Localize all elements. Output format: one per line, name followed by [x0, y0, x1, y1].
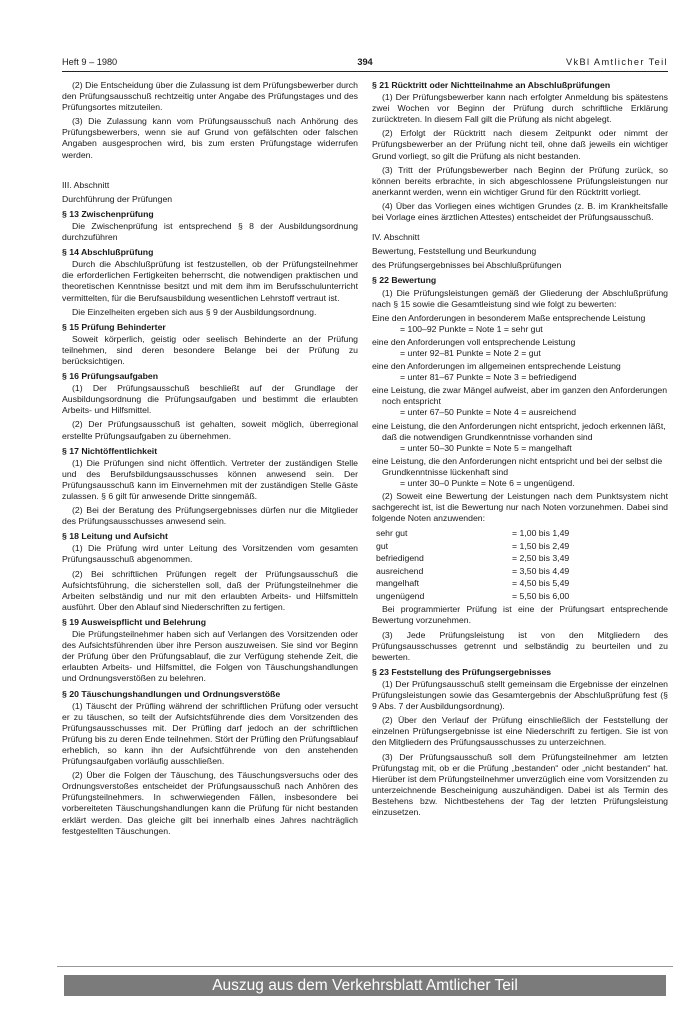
grade-name: mangelhaft — [376, 578, 419, 589]
paragraph: (3) Jede Prüfungsleistung ist von den Mitgliedern des Prüfungsausschusses getrennt und selbständig zu beurteilen und zu bewerten. — [372, 629, 668, 662]
section-subtitle: Durchführung der Prüfungen — [62, 193, 173, 204]
paragraph: (2) Der Prüfungsausschuß ist gehalten, soweit möglich, überregional erstellte Prüfungsaufgaben zu übernehmen. — [62, 419, 358, 441]
grade-formula: = unter 30–0 Punkte = Note 6 = ungenügend. — [400, 478, 575, 488]
footer-banner: Auszug aus dem Verkehrsblatt Amtlicher Teil — [64, 975, 666, 996]
paragraph-heading: § 13 Zwischenprüfung — [62, 208, 154, 219]
grade-definition — [372, 313, 668, 335]
grade-name: ausreichend — [376, 565, 424, 576]
paragraph: (2) Über den Verlauf der Prüfung einschließlich der Feststellung der einzelnen Prüfungsergebnisse ist eine Niederschrift zu fertigen. Sie ist von den Mitgliedern des Prüfungsausschusses zu unterzeichnen. — [372, 715, 668, 748]
grade-text: eine Leistung, die zwar Mängel aufweist, aber im ganzen den Anforderungen noch entspricht — [372, 385, 668, 407]
issue-label: Heft 9 – 1980 — [62, 57, 118, 67]
table-row — [376, 590, 569, 603]
table-row — [376, 527, 569, 540]
grade-definition — [372, 421, 668, 454]
grade-text: eine den Anforderungen im allgemeinen entsprechende Leistung — [372, 361, 621, 372]
grade-formula: = 100–92 Punkte = Note 1 = sehr gut — [400, 323, 543, 334]
paragraph: (1) Der Prüfungsausschuß stellt gemeinsam die Ergebnisse der einzelnen Prüfungsleistungen sowie das Gesamtergebnis der Abschlußprüfung fest (§ 9 Abs. 7 der Ausbildungsordnung). — [372, 678, 668, 712]
grade-text: eine den Anforderungen voll entsprechende Leistung — [372, 336, 576, 347]
paragraph: (2) Die Entscheidung über die Zulassung ist dem Prüfungsbewerber durch den Prüfungsausschuß rechtzeitig unter Angabe des Prüfungstages und des Prüfungsortes mitzuteilen. — [62, 80, 358, 113]
paragraph-heading: § 22 Bewertung — [372, 275, 437, 286]
paragraph: (1) Die Prüfungsleistungen gemäß der Gliederung der Abschlußprüfung nach § 15 sowie die Gesamtleistung sind wie folgt zu bewerten: — [372, 287, 668, 309]
paragraph: (2) Über die Folgen der Täuschung, des Täuschungsversuchs oder des Ordnungsverstoßes entscheidet der Prüfungsausschuß nach Anhören des Prüfungsteilnehmers. In schwerwiegenden Fällen, insbesondere bei vorbereiteten Täuschungshandlungen kann die Prüfung für nicht bestanden erklärt werden. Das gleiche gilt bei innerhalb eines Jahres nachträglich festgestellten Täuschungen. — [62, 770, 358, 836]
page-number: 394 — [357, 57, 373, 67]
paragraph: (1) Der Prüfungsausschuß beschließt auf der Grundlage der Ausbildungsordnung die Prüfungsaufgaben und bestimmt die erlaubten Arbeits- und Hilfsmittel. — [62, 383, 358, 416]
grade-definition — [372, 361, 668, 383]
paragraph: Durch die Abschlußprüfung ist festzustellen, ob der Prüfungsteilnehmer die erforderlichen Fertigkeiten beherrscht, die notwendigen praktischen und theoretischen Kenntnisse besitzt und mit dem ihm im Berufsschulunterricht vermittelten, für die Berufsausbildung wesentlichen Lehrstoff vertraut ist. — [62, 259, 358, 303]
grade-name: gut — [376, 540, 389, 551]
paragraph: (4) Über das Vorliegen eines wichtigen Grundes (z. B. im Krankheitsfalle bei Vorlage eines ärztlichen Attestes) entscheidet der Prüfungsausschuß. — [372, 200, 668, 223]
grade-range: = 4,50 bis 5,49 — [512, 578, 570, 589]
paragraph-heading: § 16 Prüfungsaufgaben — [62, 371, 159, 382]
grade-definition — [372, 456, 668, 489]
grade-formula: = unter 92–81 Punkte = Note 2 = gut — [400, 347, 541, 358]
paragraph: (1) Die Prüfung wird unter Leitung des Vorsitzenden vom gesamten Prüfungsausschuß abgenommen. — [62, 543, 358, 565]
section-subtitle: Bewertung, Feststellung und Beurkundung — [372, 246, 537, 257]
table-row — [376, 565, 569, 578]
table-row — [376, 577, 569, 590]
grade-range: = 3,50 bis 4,49 — [512, 565, 570, 576]
paragraph-heading: § 15 Prüfung Behinderter — [62, 321, 166, 332]
grade-definition — [372, 385, 668, 418]
grade-range: = 1,00 bis 1,49 — [512, 528, 570, 539]
right-column — [372, 80, 668, 821]
section-title: III. Abschnitt — [62, 179, 110, 190]
table-row — [376, 540, 569, 553]
grade-formula: = unter 50–30 Punkte = Note 5 = mangelhaft — [400, 442, 572, 453]
grade-definition — [372, 337, 668, 359]
paragraph-heading: § 21 Rücktritt oder Nichtteilnahme an Abschlußprüfungen — [372, 80, 611, 90]
footer-rule — [57, 966, 673, 967]
paragraph: (2) Soweit eine Bewertung der Leistungen nach dem Punktsystem nicht sachgerecht ist, ist die Bewertung nur nach Noten vorzunehmen. Dabei sind folgende Noten anzuwenden: — [372, 491, 668, 524]
paragraph: (3) Der Prüfungsausschuß soll dem Prüfungsteilnehmer am letzten Prüfungstag mit, ob er die Prüfung „bestanden“ oder „nicht bestanden“ hat. Hierüber ist dem Prüfungsteilnehmer unverzüglich eine vom Vorsitzenden zu unterzeichnende Bescheinigung auszuhändigen. Dabei ist als Termin des Bestehens bzw. Nichtbestehens der Tag der letzten Prüfungsleistung einzusetzen. — [372, 751, 668, 817]
journal-title: VkBl Amtlicher Teil — [566, 57, 668, 67]
paragraph-heading: § 23 Feststellung des Prüfungsergebnisses — [372, 666, 552, 677]
grade-text: eine Leistung, die den Anforderungen nicht entspricht, jedoch erkennen läßt, daß die notwendigen Grundkenntnisse vorhanden sind — [372, 420, 666, 442]
grade-name: befriedigend — [376, 553, 424, 564]
header-rule — [62, 71, 668, 72]
paragraph-heading: § 17 Nichtöffentlichkeit — [62, 445, 158, 456]
paragraph: Bei programmierter Prüfung ist eine der Prüfungsart entsprechende Bewertung vorzunehmen. — [372, 604, 668, 626]
grade-range: = 2,50 bis 3,49 — [512, 553, 570, 564]
grade-text: Eine den Anforderungen in besonderem Maße entsprechende Leistung — [372, 312, 646, 323]
paragraph: (1) Täuscht der Prüfling während der schriftlichen Prüfung oder versucht er zu täuschen, so teilt der Aufsichtsführende dies dem Vorsitzenden des Prüfungsausschusses mit. Der Prüfling darf jedoch an der schriftlichen Prüfung bis zu deren Ende teilnehmen. Stört der Prüfling den Prüfungsablauf erheblich, so kann ihn der Aufsichtführende von den anstehenden Prüfungsaufgaben vorläufig ausschließen. — [62, 700, 358, 767]
paragraph: (3) Die Zulassung kann vom Prüfungsausschuß nach Anhörung des Prüfungsbewerbers, wenn sie auf Grund von gefälschten oder falschen Angaben ausgesprochen wird, bis zum ersten Prüfungstage widerrufen werden. — [62, 116, 358, 160]
paragraph: Soweit körperlich, geistig oder seelisch Behinderte an der Prüfung teilnehmen, sind deren besondere Belange bei der Prüfung zu berücksichtigen. — [62, 333, 358, 366]
grade-name: ungenügend — [376, 590, 425, 601]
grade-formula: = unter 81–67 Punkte = Note 3 = befriedigend — [400, 372, 577, 383]
paragraph-heading: § 18 Leitung und Aufsicht — [62, 531, 168, 542]
grade-range: = 5,50 bis 6,00 — [512, 590, 570, 601]
section-title: IV. Abschnitt — [372, 232, 420, 243]
paragraph: (2) Bei der Beratung des Prüfungsergebnisses dürfen nur die Mitglieder des Prüfungsausschusses anwesend sein. — [62, 505, 358, 527]
page-header — [62, 57, 668, 71]
paragraph: (1) Die Prüfungen sind nicht öffentlich. Vertreter der zuständigen Stelle und des Berufsbildungsausschusses können anwesend sein. Der Prüfungsausschuß kann im Einvernehmen mit der zuständigen Stelle Gäste zulassen. § 6 gilt für anwesende Dritte sinngemäß. — [62, 457, 358, 501]
paragraph: (1) Der Prüfungsbewerber kann nach erfolgter Anmeldung bis spätestens zwei Wochen vor Beginn der Prüfung durch schriftliche Erklärung zurücktreten. In diesem Fall gilt die Prüfung als nicht abgelegt. — [372, 92, 668, 125]
paragraph: Die Prüfungsteilnehmer haben sich auf Verlangen des Vorsitzenden oder des Aufsichtsführenden über ihre Person auszuweisen. Sie sind vor Beginn der Prüfung über den Prüfungsablauf, die zur Verfügung stehende Zeit, die erlaubten Arbeits- und Hilfsmittel, die Folgen von Täuschungshandlungen und Ordnungsverstößen zu belehren. — [62, 629, 358, 684]
grade-name: sehr gut — [376, 528, 408, 539]
grade-text: eine Leistung, die den Anforderungen nicht entspricht und bei der selbst die Grundkenntnisse lückenhaft sind — [372, 455, 663, 477]
paragraph: (2) Erfolgt der Rücktritt nach diesem Zeitpunkt oder nimmt der Prüfungsbewerber an der Prüfung nicht teil, ohne daß jeweils ein wichtiger Grund vorliegt, so gilt die Prüfung als nicht bestanden. — [372, 128, 668, 161]
paragraph: Die Einzelheiten ergeben sich aus § 9 der Ausbildungsordnung. — [72, 306, 317, 317]
grade-scale-table — [376, 527, 569, 602]
paragraph: (2) Bei schriftlichen Prüfungen regelt der Prüfungsausschuß die Aufsichtsführung, die sicherstellen soll, daß der Prüfungsteilnehmer die Arbeiten selbständig und nur mit den erlaubten Arbeits- und Hilfsmitteln ausführt. Über den Ablauf sind Niederschriften zu fertigen. — [62, 568, 358, 612]
paragraph-heading: § 19 Ausweispflicht und Belehrung — [62, 616, 207, 627]
paragraph: (3) Tritt der Prüfungsbewerber nach Beginn der Prüfung zurück, so können bereits erbrachte, in sich abgeschlossene Prüfungsleistungen nur anerkannt werden, wenn ein wichtiger Grund für den Rücktritt vorliegt. — [372, 164, 668, 197]
grade-formula: = unter 67–50 Punkte = Note 4 = ausreichend — [400, 407, 577, 418]
paragraph-heading: § 14 Abschlußprüfung — [62, 247, 154, 258]
paragraph: Die Zwischenprüfung ist entsprechend § 8 der Ausbildungsordnung durchzuführen — [62, 220, 358, 243]
left-column — [62, 80, 358, 840]
paragraph-heading: § 20 Täuschungshandlungen und Ordnungsverstöße — [62, 688, 281, 699]
grade-range: = 1,50 bis 2,49 — [512, 540, 570, 551]
table-row — [376, 552, 569, 565]
section-subtitle: des Prüfungsergebnisses bei Abschlußprüfungen — [372, 260, 562, 271]
